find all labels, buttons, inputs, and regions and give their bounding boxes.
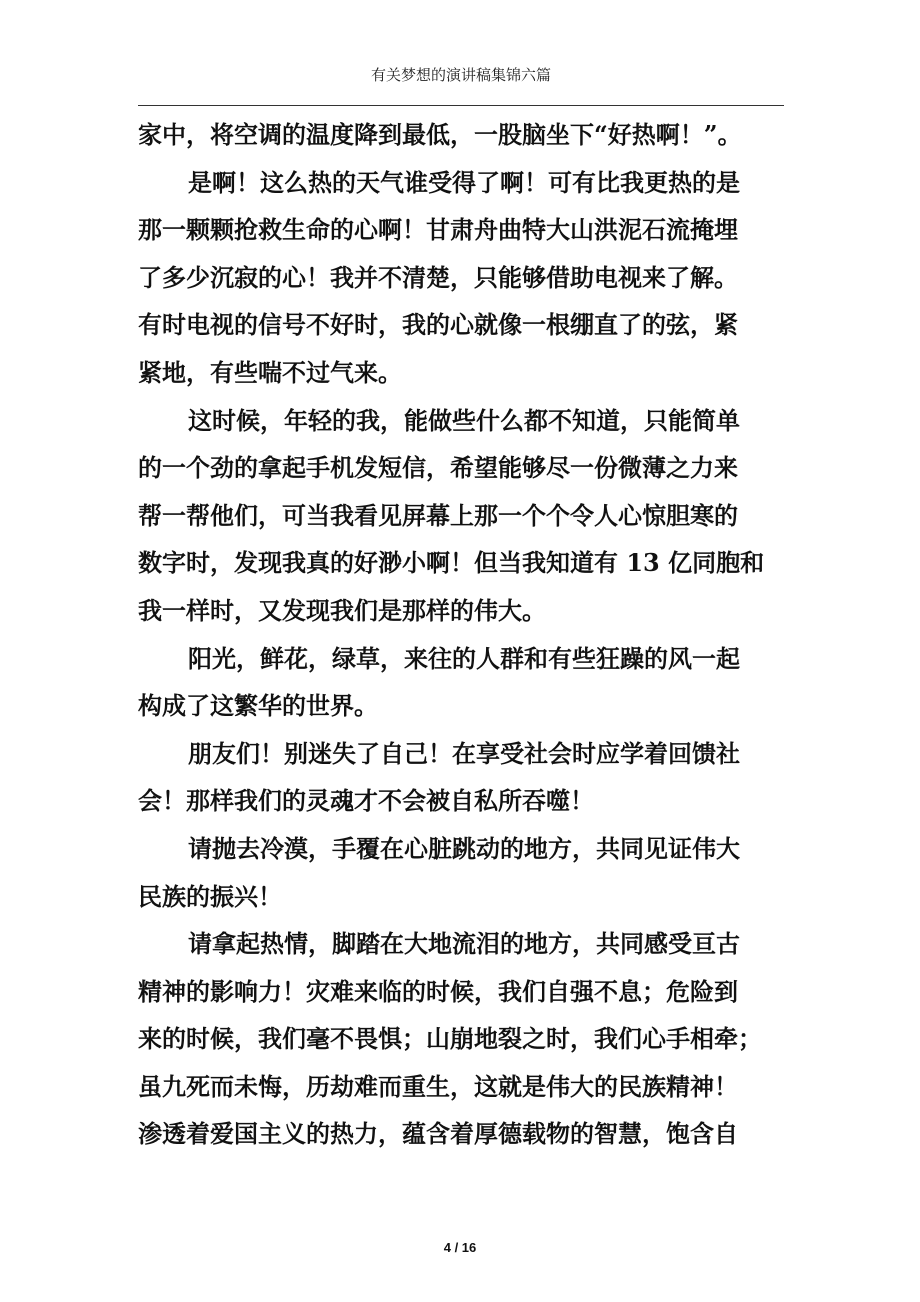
text-line: 来的时候，我们毫不畏惧；山崩地裂之时，我们心手相牵； [138,1024,762,1054]
text-line: 是啊！这么热的天气谁受得了啊！可有比我更热的是 [188,167,740,197]
page-number: 4 / 16 [443,1240,477,1255]
text-line: 构成了这繁华的世界。 [138,691,378,721]
text-line: 精神的影响力！灾难来临的时候，我们自强不息；危险到 [138,976,738,1006]
text-line: 数字时，发现我真的好渺小啊！但当我知道有 13 亿同胞和 [138,548,765,578]
text-line: 渗透着爱国主义的热力，蕴含着厚德载物的智慧，饱含自 [138,1119,738,1149]
text-line: 阳光，鲜花，绿草，来往的人群和有些狂躁的风一起 [188,643,740,673]
text-line: 了多少沉寂的心！我并不清楚，只能够借助电视来了解。 [138,262,738,292]
text-line: 帮一帮他们，可当我看见屏幕上那一个个令人心惊胆寒的 [138,500,738,530]
text-line: 会！那样我们的灵魂才不会被自私所吞噬！ [138,786,594,816]
text-line: 的一个劲的拿起手机发短信，希望能够尽一份微薄之力来 [138,453,738,483]
text-line: 有时电视的信号不好时，我的心就像一根绷直了的弦，紧 [138,310,738,340]
text-line: 请拿起热情，脚踏在大地流泪的地方，共同感受亘古 [188,929,740,959]
text-line: 朋友们！别迷失了自己！在享受社会时应学着回馈社 [188,738,740,768]
text-line: 虽九死而未悔，历劫难而重生，这就是伟大的民族精神！ [138,1071,738,1101]
text-line: 那一颗颗抢救生命的心啊！甘肃舟曲特大山洪泥石流掩埋 [138,215,738,245]
text-line: 家中，将空调的温度降到最低，一股脑坐下“好热啊！”。 [138,120,742,149]
header-divider [138,105,784,106]
page-header-title: 有关梦想的演讲稿集锦六篇 [370,66,551,84]
text-line: 紧地，有些喘不过气来。 [138,357,402,387]
text-line: 民族的振兴！ [138,881,282,911]
text-line: 这时候，年轻的我，能做些什么都不知道，只能简单 [188,405,740,435]
text-line: 我一样时，又发现我们是那样的伟大。 [138,595,546,625]
document-body [138,111,784,1158]
text-line: 请抛去冷漠，手覆在心脏跳动的地方，共同见证伟大 [188,833,740,863]
